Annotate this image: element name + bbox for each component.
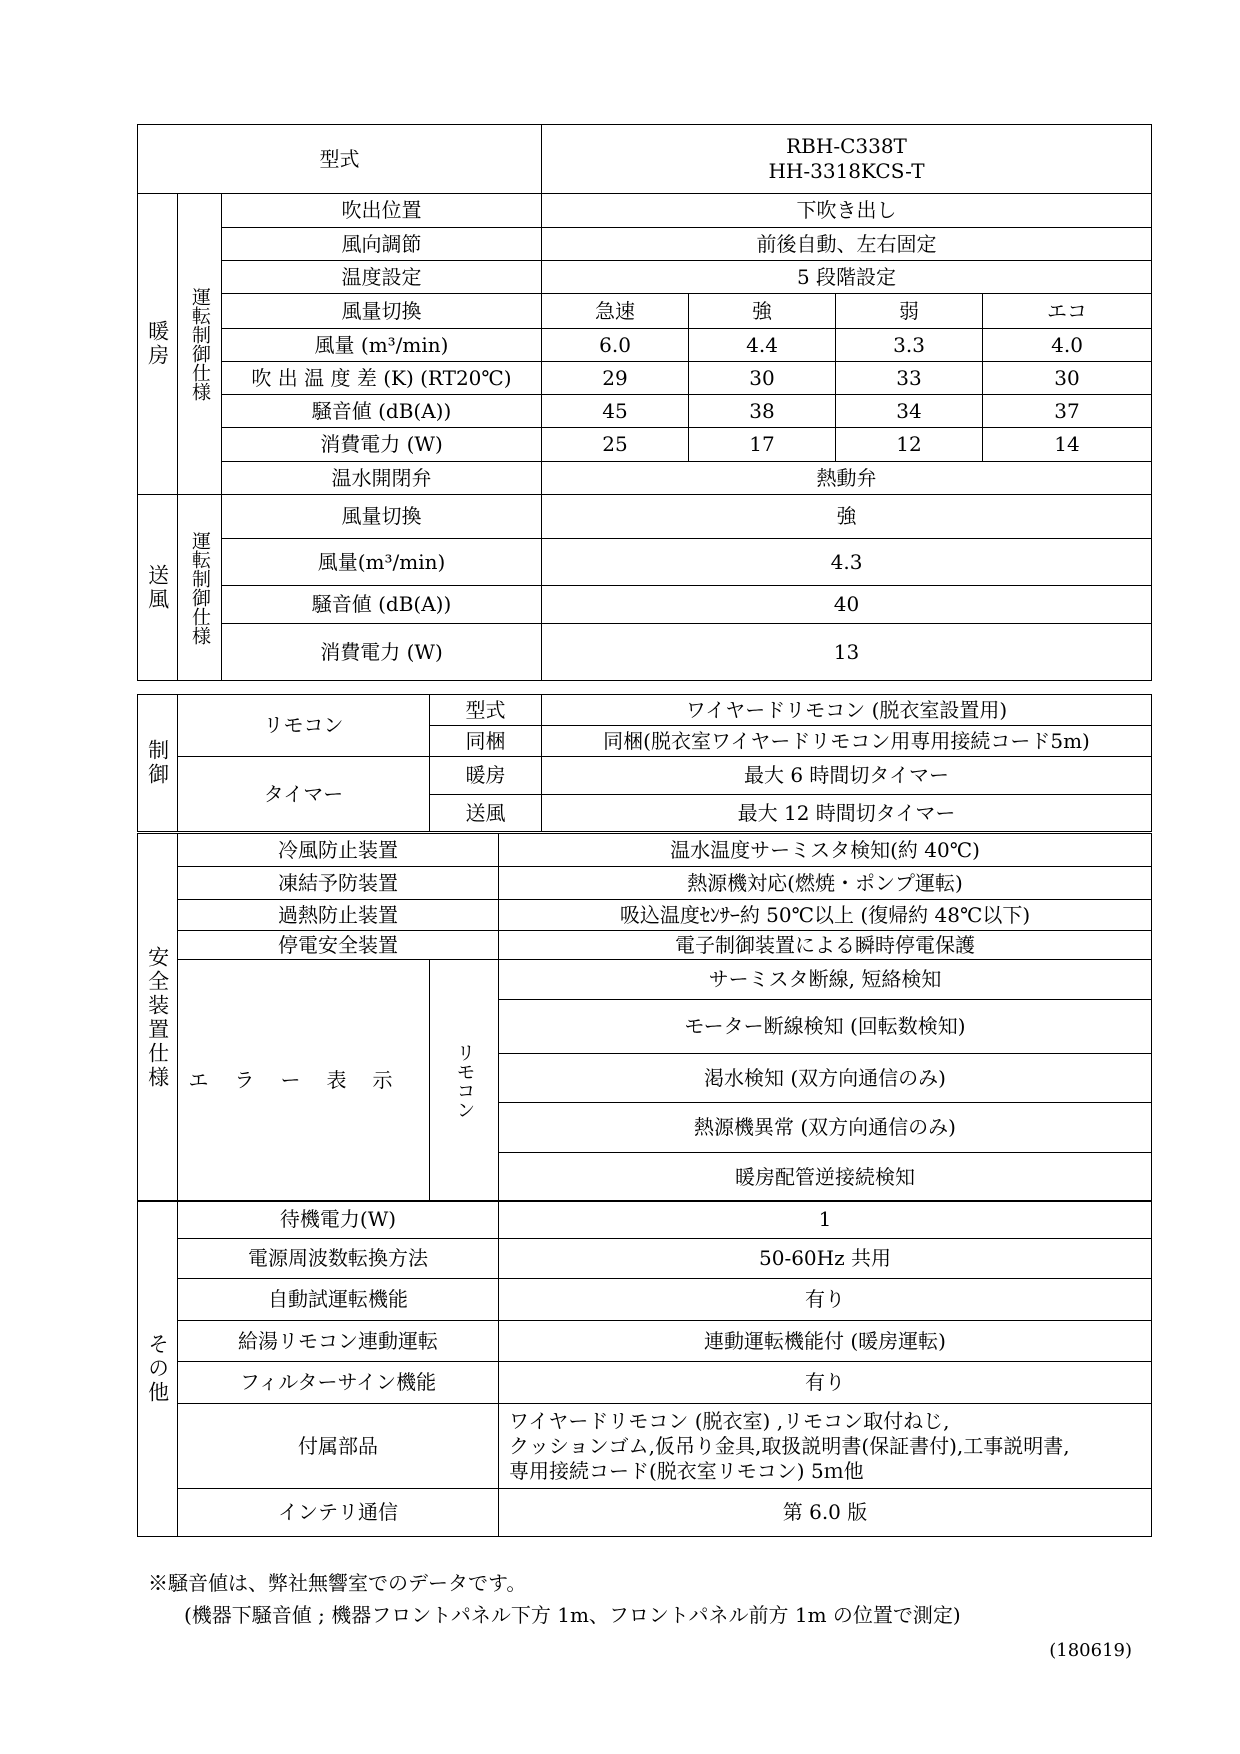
- heating-airflow-cell: 3.3: [836, 329, 983, 362]
- outlet-value: 下吹き出し: [542, 194, 1152, 228]
- accessories-line: ワイヤードリモコン (脱衣室) ,リモコン取付ねじ,: [509, 1408, 950, 1433]
- direction-label: 風向調節: [222, 228, 542, 261]
- heating-mode-cell: 強: [689, 294, 836, 329]
- heating-airflow-cell: 4.0: [983, 329, 1152, 362]
- heating-section-label: 暖房: [138, 194, 178, 495]
- remote-type-value: ワイヤードリモコン (脱衣室設置用): [542, 695, 1152, 726]
- spec-table-main: [137, 124, 1152, 681]
- accessories-line: クッションゴム,仮吊り金具,取扱説明書(保証書付),工事説明書,: [509, 1433, 1070, 1458]
- standby-value: 1: [499, 1201, 1152, 1239]
- linked-label: 給湯リモコン連動運転: [178, 1321, 499, 1362]
- other-table: [137, 1200, 1152, 1537]
- model-numbers: [542, 125, 1152, 194]
- heating-power-cell: 17: [689, 428, 836, 462]
- heating-power-cell: 12: [836, 428, 983, 462]
- filter-value: 有り: [499, 1362, 1152, 1404]
- model-number-1: RBH-C338T: [786, 134, 907, 158]
- self-test-label: 自動試運転機能: [178, 1279, 499, 1321]
- frequency-label: 電源周波数転換方法: [178, 1239, 499, 1279]
- heating-noise-cell: 37: [983, 395, 1152, 428]
- notes: [148, 1567, 961, 1631]
- accessories-label: 付属部品: [178, 1404, 499, 1489]
- interterri-value: 第 6.0 版: [499, 1489, 1152, 1537]
- heating-mode-cell: 弱: [836, 294, 983, 329]
- standby-label: 待機電力(W): [178, 1201, 499, 1239]
- note-line-2: (機器下騒音値 ; 機器フロントパネル下方 1m、フロントパネル前方 1m の位置で測定): [184, 1603, 961, 1627]
- temp-diff-label: 吹 出 温 度 差 (K) (RT20℃): [222, 362, 542, 395]
- temp-diff-cell: 29: [542, 362, 689, 395]
- timer-fan-label: 送風: [430, 795, 542, 832]
- linked-value: 連動運転機能付 (暖房運転): [499, 1321, 1152, 1362]
- temp-setting-label: 温度設定: [222, 261, 542, 294]
- error-remote-label: リモコン: [430, 960, 499, 1202]
- fan-airflow-label: 風量(m³/min): [222, 539, 542, 586]
- model-number-2: HH-3318KCS-T: [768, 159, 925, 183]
- heating-airflow-cell: 4.4: [689, 329, 836, 362]
- temp-diff-cell: 30: [983, 362, 1152, 395]
- filter-label: フィルターサイン機能: [178, 1362, 499, 1404]
- freeze-value: 熱源機対応(燃焼・ポンプ運転): [499, 867, 1152, 900]
- error-item: モーター断線検知 (回転数検知): [499, 1000, 1152, 1054]
- direction-value: 前後自動、左右固定: [542, 228, 1152, 261]
- fan-subsection-label: 運転制御仕様: [178, 495, 222, 681]
- document-number: (180619): [1049, 1640, 1132, 1661]
- heating-mode-cell: 急速: [542, 294, 689, 329]
- timer-heat-label: 暖房: [430, 757, 542, 795]
- fan-noise-value: 40: [542, 586, 1152, 624]
- remote-label: リモコン: [178, 695, 430, 757]
- other-section-label: その他: [138, 1201, 178, 1537]
- overheat-value: 吸込温度ｾﾝｻｰ約 50℃以上 (復帰約 48℃以下): [499, 900, 1152, 931]
- temp-setting-value: 5 段階設定: [542, 261, 1152, 294]
- error-display-label: エラー表示: [178, 960, 430, 1202]
- cold-air-value: 温水温度サーミスタ検知(約 40℃): [499, 834, 1152, 867]
- safety-section-label: 安全装置仕様: [138, 834, 178, 1202]
- error-item: 暖房配管逆接続検知: [499, 1153, 1152, 1202]
- outage-value: 電子制御装置による瞬時停電保護: [499, 931, 1152, 960]
- self-test-value: 有り: [499, 1279, 1152, 1321]
- temp-diff-cell: 33: [836, 362, 983, 395]
- valve-label: 温水開閉弁: [222, 462, 542, 495]
- fan-power-value: 13: [542, 624, 1152, 681]
- heating-power-cell: 25: [542, 428, 689, 462]
- error-item: サーミスタ断線, 短絡検知: [499, 960, 1152, 1000]
- cold-air-label: 冷風防止装置: [178, 834, 499, 867]
- note-line-1: ※騒音値は、弊社無響室でのデータです。: [148, 1571, 527, 1595]
- accessories-line: 専用接続コード(脱衣室リモコン) 5ｍ他: [509, 1458, 864, 1483]
- remote-bundle-label: 同梱: [430, 726, 542, 757]
- heating-mode-label: 風量切換: [222, 294, 542, 329]
- fan-airflow-value: 4.3: [542, 539, 1152, 586]
- heating-noise-cell: 45: [542, 395, 689, 428]
- frequency-value: 50-60Hz 共用: [499, 1239, 1152, 1279]
- model-label: 型式: [138, 125, 542, 194]
- fan-section-label: 送風: [138, 495, 178, 681]
- outage-label: 停電安全装置: [178, 931, 499, 960]
- interterri-label: インテリ通信: [178, 1489, 499, 1537]
- heating-mode-cell: エコ: [983, 294, 1152, 329]
- heating-noise-cell: 38: [689, 395, 836, 428]
- control-section-label: 制御: [138, 695, 178, 832]
- heating-power-label: 消費電力 (W): [222, 428, 542, 462]
- heating-noise-cell: 34: [836, 395, 983, 428]
- error-item: 熱源機異常 (双方向通信のみ): [499, 1103, 1152, 1153]
- heating-subsection-label: 運転制御仕様: [178, 194, 222, 495]
- temp-diff-cell: 30: [689, 362, 836, 395]
- control-table: [137, 694, 1152, 832]
- error-item: 渇水検知 (双方向通信のみ): [499, 1054, 1152, 1103]
- outlet-label: 吹出位置: [222, 194, 542, 228]
- heating-airflow-cell: 6.0: [542, 329, 689, 362]
- timer-label: タイマー: [178, 757, 430, 832]
- accessories-value: [499, 1404, 1152, 1489]
- freeze-label: 凍結予防装置: [178, 867, 499, 900]
- valve-value: 熱動弁: [542, 462, 1152, 495]
- fan-power-label: 消費電力 (W): [222, 624, 542, 681]
- timer-heat-value: 最大 6 時間切タイマー: [542, 757, 1152, 795]
- fan-mode-label: 風量切換: [222, 495, 542, 539]
- heating-noise-label: 騒音値 (dB(A)): [222, 395, 542, 428]
- heating-airflow-label: 風量 (m³/min): [222, 329, 542, 362]
- safety-table: [137, 833, 1152, 1202]
- heating-power-cell: 14: [983, 428, 1152, 462]
- remote-bundle-value: 同梱(脱衣室ワイヤードリモコン用専用接続コード5m): [542, 726, 1152, 757]
- fan-noise-label: 騒音値 (dB(A)): [222, 586, 542, 624]
- overheat-label: 過熱防止装置: [178, 900, 499, 931]
- remote-type-label: 型式: [430, 695, 542, 726]
- fan-mode-value: 強: [542, 495, 1152, 539]
- timer-fan-value: 最大 12 時間切タイマー: [542, 795, 1152, 832]
